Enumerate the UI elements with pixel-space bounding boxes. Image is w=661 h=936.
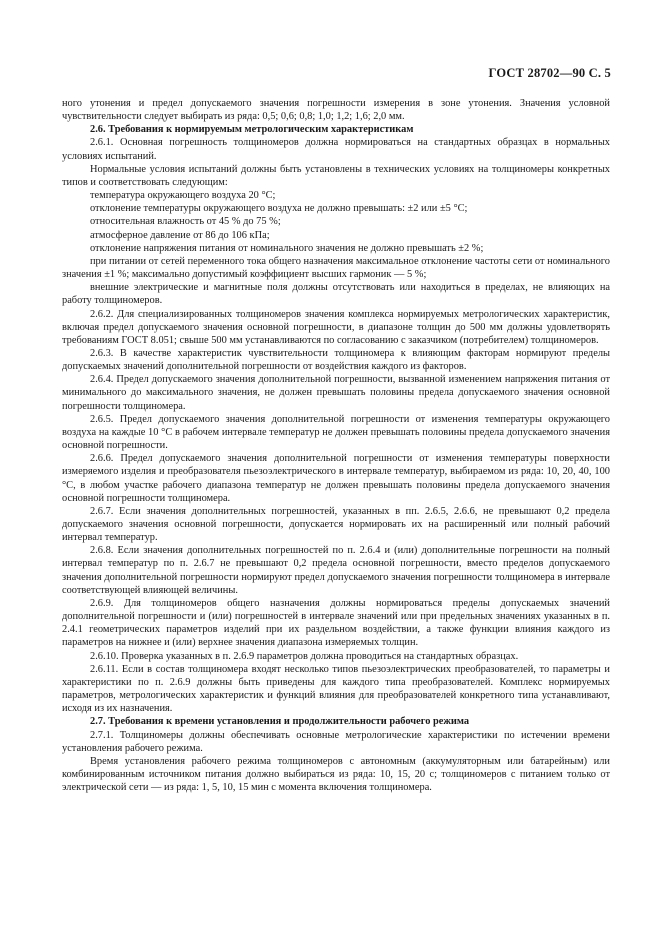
paragraph: при питании от сетей переменного тока общего назначения максимальное отклонение частоты сети от номинального значения ±1 %; максимально допустимый коэффициент высших гармоник — 5 %; xyxy=(62,255,610,281)
page-header: ГОСТ 28702—90 С. 5 xyxy=(488,66,611,80)
section-heading: 2.7. Требования к времени установления и продолжительности рабочего режима xyxy=(90,716,470,728)
paragraph: атмосферное давление от 86 до 106 кПа; xyxy=(90,229,270,241)
paragraph: 2.6.2. Для специализированных толщиномеров значения комплекса нормируемых метрологических характеристик, включая предел допускаемого значения основной погрешности, в диапазоне толщин до 500 мм должны удовлетворять требованиям ГОСТ 8.051; свыше 500 мм устанавливаются по согласованию с заказчиком (потребителем) толщиномеров. xyxy=(62,308,610,346)
paragraph: ного утонения и предел допускаемого значения погрешности измерения в зоне утонения. Значения условной чувствительности следует выбирать из ряда: 0,5; 0,6; 0,8; 1,0; 1,2; 1,6; 2,0 мм. xyxy=(62,98,610,123)
paragraph: 2.6.10. Проверка указанных в п. 2.6.9 параметров должна проводиться на стандартных образцах. xyxy=(90,650,519,662)
paragraph: 2.6.4. Предел допускаемого значения дополнительной погрешности, вызванной изменением напряжения питания от минимального до максимального значения, не должен превышать половины предела допускаемого значения основной погрешности толщиномера. xyxy=(62,374,610,412)
paragraph: 2.6.8. Если значения дополнительных погрешностей по п. 2.6.4 и (или) дополнительные погрешности на полный интервал температур по п. 2.6.7 не превышают 0,2 предела основной погрешности, вместо пределов допускаемого значения дополнительной погрешности нормируют предел допускаемого значения погрешности толщиномера в интервале соответствующей влияющей величины. xyxy=(62,545,610,596)
paragraph: 2.6.5. Предел допускаемого значения дополнительной погрешности от изменения температуры окружающего воздуха на каждые 10 °С в рабочем интервале температур не должен превышать половины предела допускаемого значения основной погрешности. xyxy=(62,413,610,452)
paragraph: 2.6.3. В качестве характеристик чувствительности толщиномера к влияющим факторам нормируют пределы допускаемых значений дополнительной погрешности от воздействия каждого из факторов. xyxy=(62,347,610,373)
paragraph: 2.6.11. Если в состав толщиномера входят несколько типов пьезоэлектрических преобразователей, то параметры и характеристики по п. 2.6.9 должны быть приведены для каждого типа преобразователей. Комплекс нормируемых параметров, метрологических характеристик и функций влияния для преобразователей конкретного типа устанавливают, исходя из их назначения. xyxy=(62,663,610,715)
paragraph: отклонение температуры окружающего воздуха не должно превышать: ±2 или ±5 °С; xyxy=(90,203,468,215)
paragraph: 2.6.6. Предел допускаемого значения дополнительной погрешности от изменения температуры поверхности измеряемого изделия и преобразователя пьезоэлектрического в интервале температур, выбираемом из ряда: 10, 20, 40, 100 °С, в любом участке рабочего диапазона температур не должен превышать половины предела допускаемого значения основной погрешности толщиномера. xyxy=(62,453,610,504)
paragraph: 2.7.1. Толщиномеры должны обеспечивать основные метрологические характеристики по истечении времени установления рабочего режима. xyxy=(62,729,610,754)
paragraph: температура окружающего воздуха 20 °С; xyxy=(90,190,276,202)
paragraph: относительная влажность от 45 % до 75 %; xyxy=(90,216,281,228)
paragraph: Нормальные условия испытаний должны быть установлены в технических условиях на толщиномеры конкретных типов и соответствовать следующим: xyxy=(62,163,610,188)
paragraph: Время установления рабочего режима толщиномеров с автономным (аккумуляторным или батарейным) или комбинированным источником питания должно выбираться из ряда: 10, 15, 20 с; толщиномеров с питанием только от электрической сети — из ряда: 1, 5, 10, 15 мин с момента включения толщиномера. xyxy=(62,755,610,794)
document-body xyxy=(62,97,610,794)
paragraph: 2.6.9. Для толщиномеров общего назначения должны нормироваться пределы допускаемых значений дополнительной погрешности и (или) погрешностей в интервале значений или при предельных значениях указанных в п. 2.4.1 геометрических параметров изделий при их раздельном воздействии, а также функции влияния каждого из параметров на нижнее и (или) верхнее значения диапазона измеряемых толщин. xyxy=(62,597,610,649)
paragraph: внешние электрические и магнитные поля должны отсутствовать или находиться в пределах, не влияющих на работу толщиномеров. xyxy=(62,282,610,307)
paragraph: отклонение напряжения питания от номинального значения не должно превышать ±2 %; xyxy=(90,242,484,254)
paragraph: 2.6.7. Если значения дополнительных погрешностей, указанных в пп. 2.6.5, 2.6.6, не превышают 0,2 предела допускаемого значения основной погрешности, допускается нормировать их на расширенный или полный рабочий интервал температур. xyxy=(62,505,610,544)
paragraph: 2.6.1. Основная погрешность толщиномеров должна нормироваться на стандартных образцах в нормальных условиях испытаний. xyxy=(62,137,610,162)
section-heading: 2.6. Требования к нормируемым метрологическим характеристикам xyxy=(90,124,414,136)
